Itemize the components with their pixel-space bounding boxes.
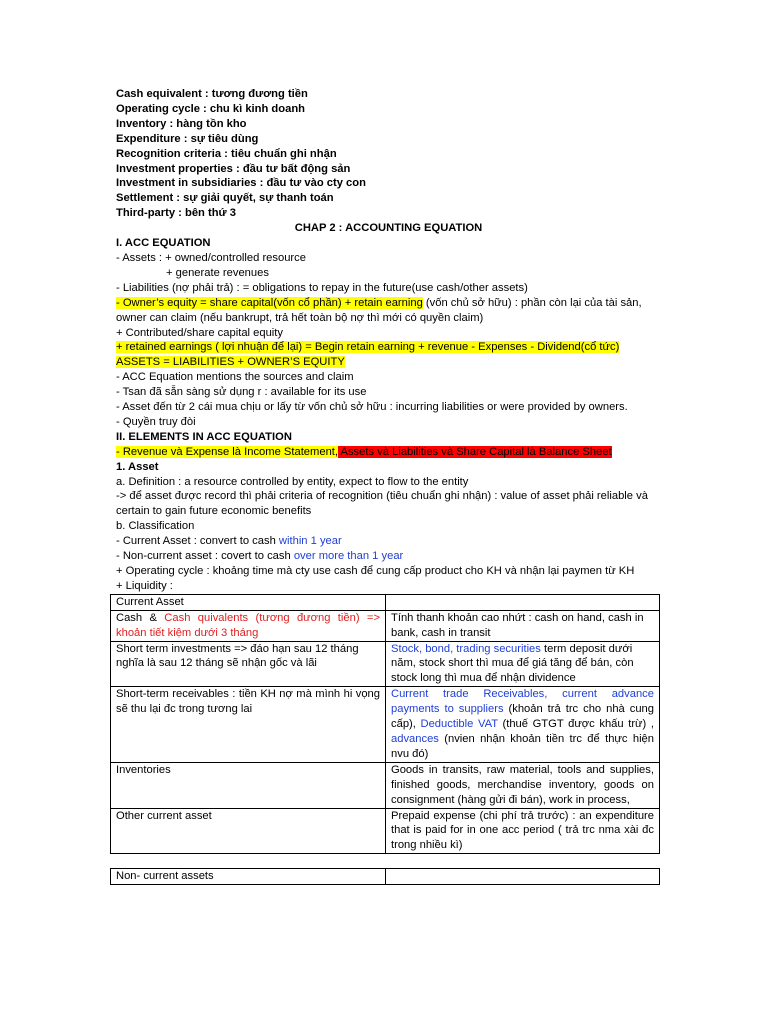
table-cell bbox=[386, 687, 660, 763]
vocab-item: Settlement : sự giải quyết, sự thanh toán bbox=[116, 192, 334, 205]
asset-heading: 1. Asset bbox=[116, 460, 159, 473]
table-cell: Short-term receivables : tiền KH nợ mà mình hi vọng sẽ thu lại đc trong tương lai bbox=[111, 687, 386, 763]
equity-paragraph bbox=[116, 296, 661, 326]
table-header-cell: Non- current assets bbox=[111, 869, 386, 885]
cell-blue-text: advances bbox=[391, 732, 439, 745]
retained-earnings-line: + retained earnings ( lợi nhuận để lại) = Begin retain earning + revenue - Expenses - Dividend(cổ tức) bbox=[116, 341, 620, 354]
vocab-item: Recognition criteria : tiêu chuẩn ghi nhận bbox=[116, 147, 337, 160]
classification-line: b. Classification bbox=[116, 520, 195, 533]
noncurrent-asset-text: - Non-current asset : covert to cash bbox=[116, 550, 294, 563]
cell-text: (nvien nhận khoản tiền trc để thực hiện nvu đó) bbox=[391, 732, 654, 760]
cell-text: Cash & bbox=[116, 611, 165, 624]
table-cell bbox=[386, 869, 660, 885]
assets-line-2: + generate revenues bbox=[166, 266, 269, 279]
vocab-item: Inventory : hàng tồn kho bbox=[116, 117, 247, 130]
cell-text: (khoản trả trc cho nhà cung cấp), bbox=[391, 703, 654, 731]
income-statement-highlight: - Revenue và Expense là Income Statement, bbox=[116, 445, 339, 458]
record-line: -> để asset được record thì phải criteria of recognition (tiêu chuẩn ghi nhận) : value of asset phải reliable và certain to gain future economic benefits bbox=[116, 490, 648, 518]
equity-highlight: - Owner’s equity = share capital(vốn cổ phần) + retain earning bbox=[116, 296, 423, 309]
equity-text: (vốn chủ sở hữu) : phần còn lại của tài sản, owner can claim (nếu bankrupt, trả hết toàn bộ nợ thì mới có quyền claim) bbox=[116, 296, 642, 324]
liquidity-line: + Liquidity : bbox=[116, 579, 173, 592]
noncurrent-asset-term: over more than 1 year bbox=[293, 550, 404, 563]
document-content bbox=[116, 87, 661, 885]
cell-blue-text: Current trade Receivables, current advance payments to suppliers bbox=[391, 688, 654, 716]
table-row bbox=[111, 594, 660, 610]
current-asset-term: within 1 year bbox=[278, 535, 342, 548]
table-cell: Goods in transits, raw material, tools and supplies, finished goods, merchandise inventory, goods on consignment (hàng gửi đi bán), work in process, bbox=[386, 762, 660, 808]
table-cell bbox=[386, 641, 660, 687]
note-line: - Asset đến từ 2 cái mua chịu or lấy từ vốn chủ sở hữu : incurring liabilities or were provided by owners. bbox=[116, 401, 628, 414]
vocab-item: Operating cycle : chu kì kinh doanh bbox=[116, 102, 305, 115]
note-line: - Quyền truy đòi bbox=[116, 415, 196, 428]
table-cell bbox=[386, 594, 660, 610]
contributed-line: + Contributed/share capital equity bbox=[116, 326, 283, 339]
cell-blue-text: Stock, bond, trading securities bbox=[391, 642, 541, 655]
current-asset-text: - Current Asset : convert to cash bbox=[116, 535, 279, 548]
table-row bbox=[111, 869, 660, 885]
table-row bbox=[111, 687, 660, 763]
vocab-item: Investment properties : đầu tư bất động sản bbox=[116, 162, 351, 175]
non-current-asset-table bbox=[110, 868, 660, 885]
vocab-item: Expenditure : sự tiêu dùng bbox=[116, 132, 259, 145]
current-asset-table bbox=[110, 594, 660, 854]
table-row bbox=[111, 610, 660, 641]
table-row bbox=[111, 641, 660, 687]
cell-text: (thuế GTGT được khấu trừ) , bbox=[497, 718, 654, 731]
table-cell: Inventories bbox=[111, 762, 386, 808]
vocab-item: Cash equivalent : tương đương tiền bbox=[116, 88, 308, 100]
table-cell: Tính thanh khoản cao nhứt : cash on hand, cash in bank, cash in transit bbox=[386, 610, 660, 641]
statement-line bbox=[116, 445, 661, 460]
vocab-item: Investment in subsidiaries : đầu tư vào cty con bbox=[116, 177, 366, 190]
cell-blue-text: Deductible VAT bbox=[420, 718, 498, 731]
table-cell: Prepaid expense (chi phí trả trước) : an expenditure that is paid for in one acc period ( trả trc nma xài đc trong nhiều kì) bbox=[386, 808, 660, 854]
table-cell: Other current asset bbox=[111, 808, 386, 854]
cell-text: term deposit dưới năm, stock short thì mua để giá tăng để bán, còn stock long thì mua để nhận dividence bbox=[391, 642, 634, 685]
table-header-cell: Current Asset bbox=[111, 594, 386, 610]
note-line: - ACC Equation mentions the sources and claim bbox=[116, 371, 354, 384]
table-cell: Short term investments => đáo hạn sau 12 tháng nghĩa là sau 12 tháng sẽ nhận gốc và lãi bbox=[111, 641, 386, 687]
chapter-title: CHAP 2 : ACCOUNTING EQUATION bbox=[294, 222, 483, 235]
note-line: - Tsan đã sẵn sàng sử dụng r : available for its use bbox=[116, 386, 367, 399]
liabilities-line: - Liabilities (nợ phải trả) : = obligations to repay in the future(use cash/other assets) bbox=[116, 281, 528, 294]
section-heading: I. ACC EQUATION bbox=[116, 237, 211, 250]
operating-cycle-line: + Operating cycle : khoảng time mà cty use cash để cung cấp product cho KH và nhận lại paymen từ KH bbox=[116, 565, 635, 577]
table-row bbox=[111, 762, 660, 808]
table-row bbox=[111, 808, 660, 854]
balance-sheet-highlight: Assets và Liabilities và Share Capital là Balance Sheet bbox=[338, 445, 612, 458]
cell-red-text: Cash quivalents (tương đương tiền) => khoản tiết kiệm dưới 3 tháng bbox=[116, 611, 380, 639]
vocab-list bbox=[116, 87, 661, 221]
definition-line: a. Definition : a resource controlled by entity, expect to flow to the entity bbox=[116, 475, 469, 488]
assets-line: - Assets : + owned/controlled resource bbox=[116, 251, 306, 264]
current-asset-line bbox=[116, 534, 661, 549]
section-heading: II. ELEMENTS IN ACC EQUATION bbox=[116, 430, 292, 443]
table-cell bbox=[111, 610, 386, 641]
equation-line: ASSETS = LIABILITIES + OWNER’S EQUITY bbox=[116, 356, 345, 369]
vocab-item: Third-party : bên thứ 3 bbox=[116, 207, 236, 220]
noncurrent-asset-line bbox=[116, 549, 661, 564]
